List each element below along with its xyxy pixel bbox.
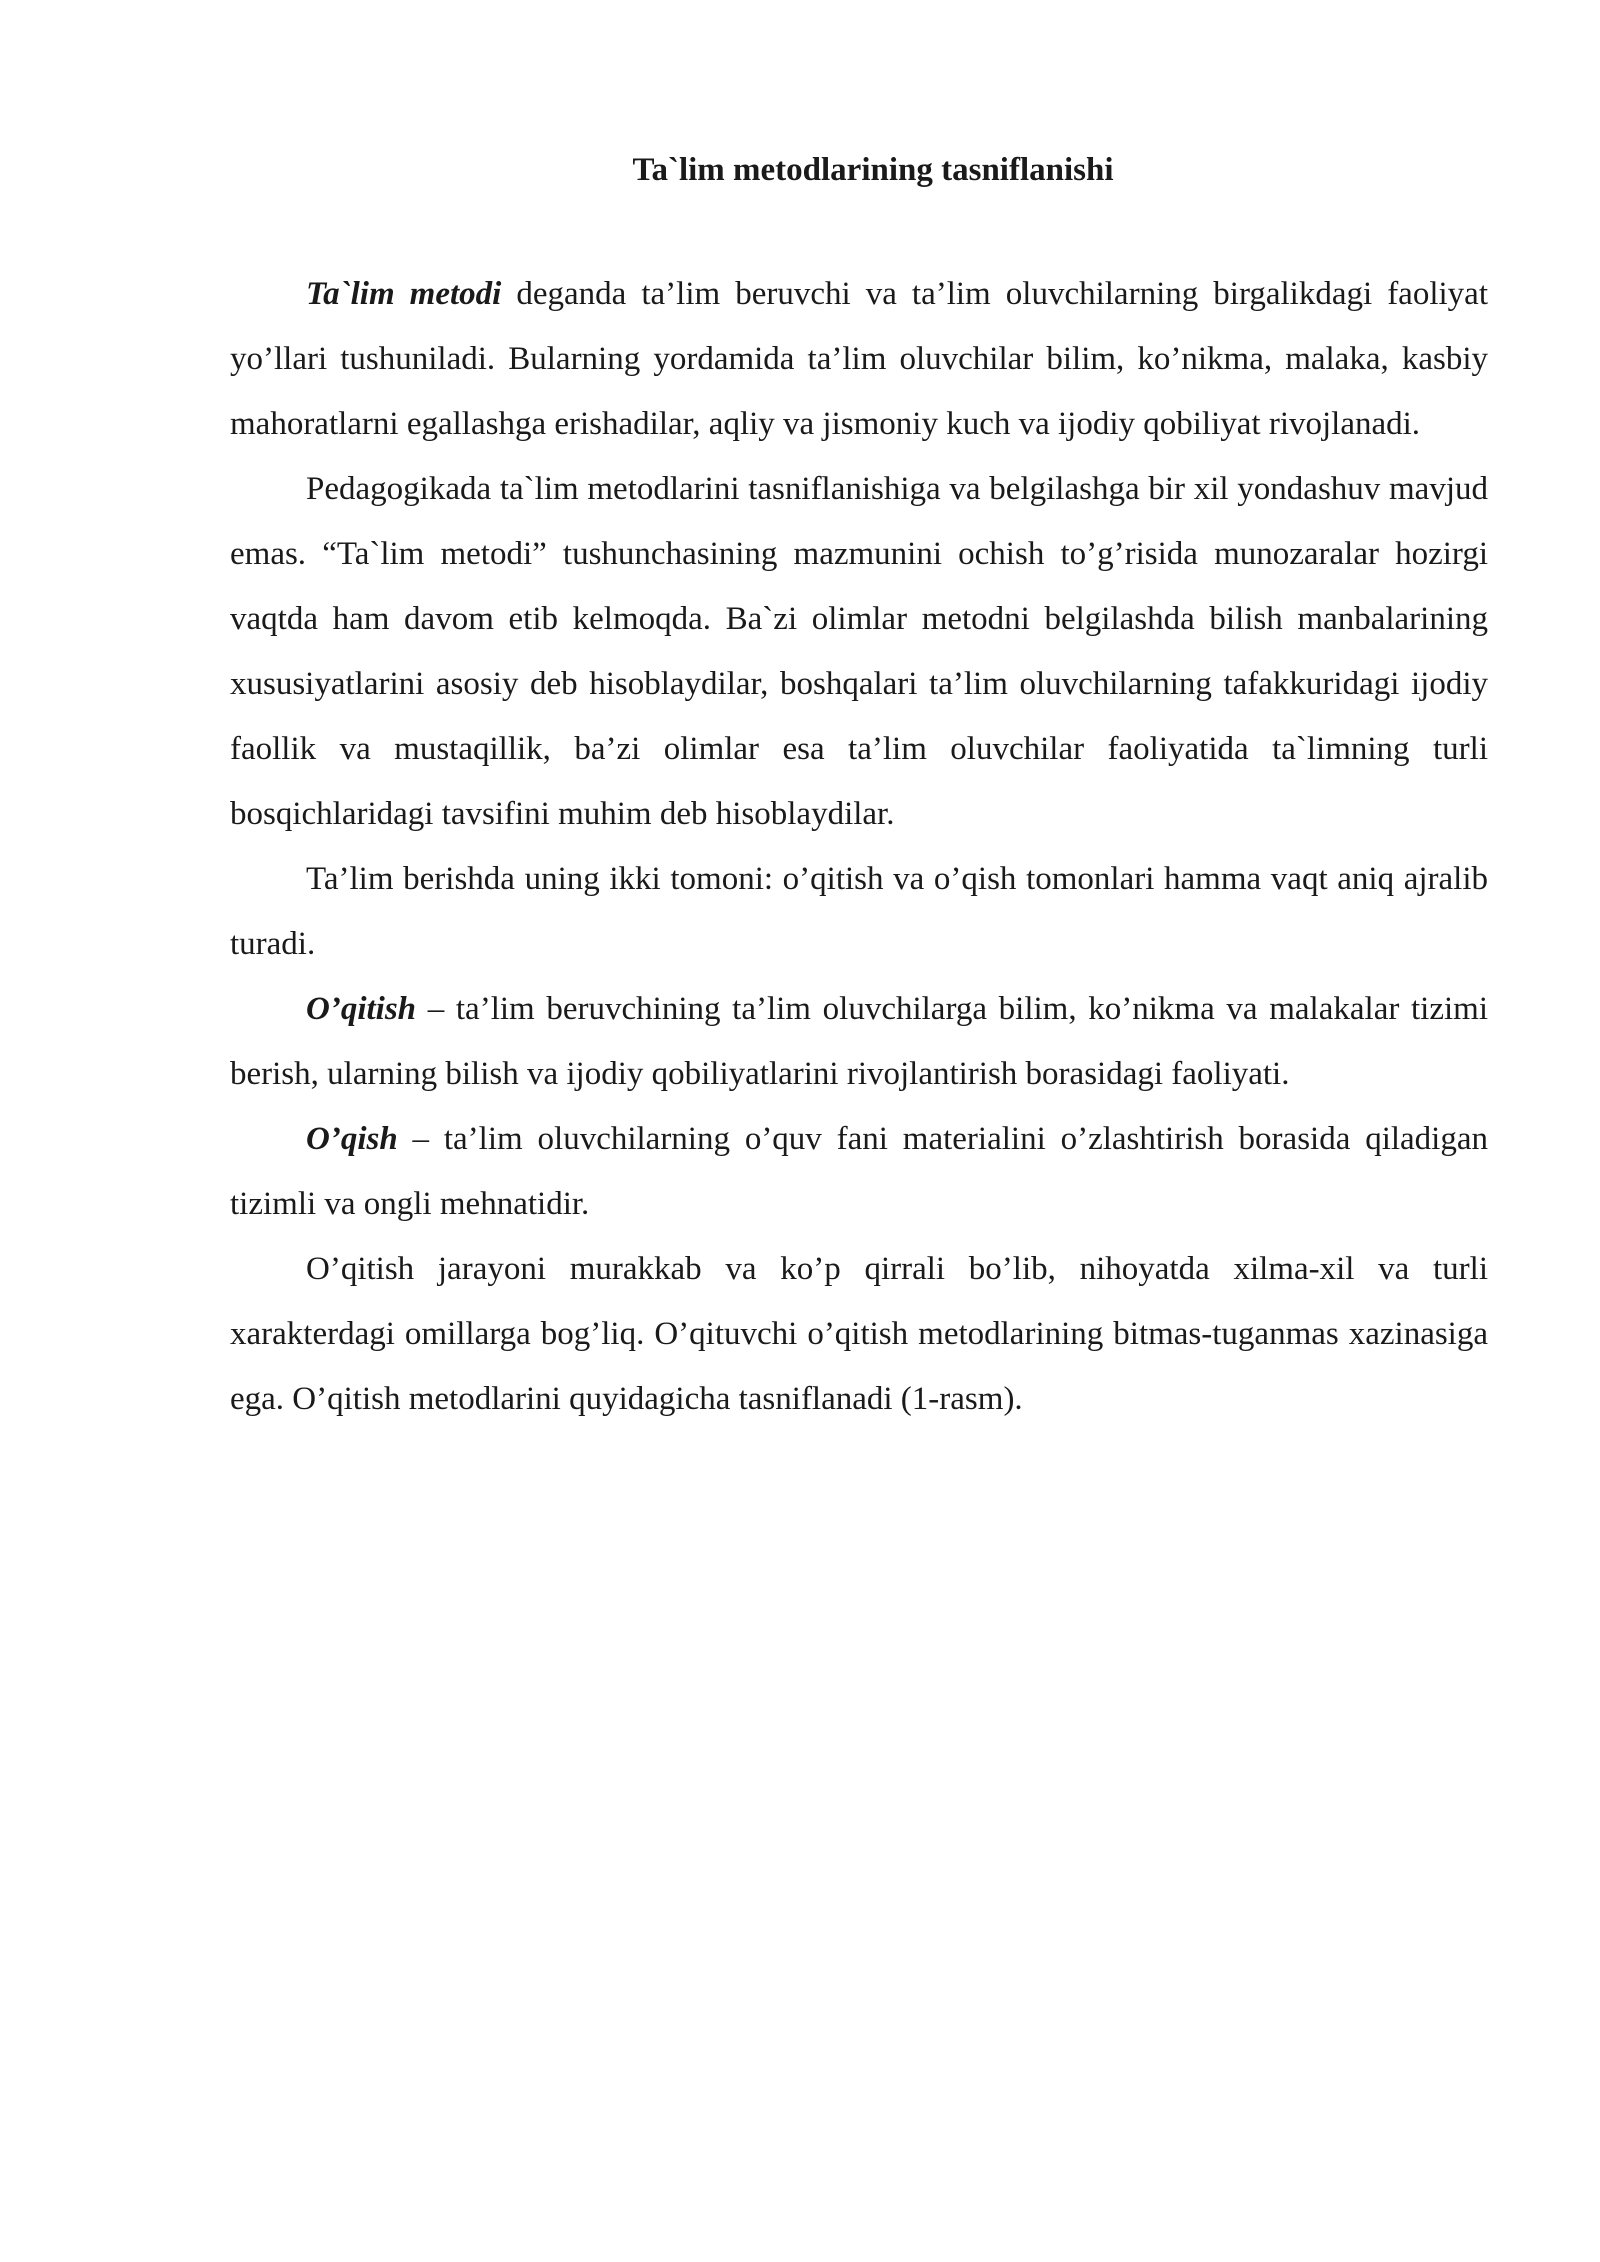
paragraph-text: – ta’lim oluvchilarning o’quv fani materialini o’zlashtirish borasida qiladigan tizimli va ongli mehnatidir. xyxy=(230,1121,1488,1222)
paragraph-oqitish-definition xyxy=(230,977,1488,1107)
term-oqitish: O’qitish xyxy=(306,991,417,1027)
paragraph-talim-berishda xyxy=(230,847,1488,977)
paragraph-oqish-definition xyxy=(230,1107,1488,1237)
paragraph-talim-metodi xyxy=(230,262,1488,457)
paragraph-text: – ta’lim beruvchining ta’lim oluvchilarga bilim, ko’nikma va malakalar tizimi berish, ularning bilish va ijodiy qobiliyatlarini rivojlantirish borasidagi faoliyati. xyxy=(230,991,1488,1092)
paragraph-text: Ta’lim berishda uning ikki tomoni: o’qitish va o’qish tomonlari hamma vaqt aniq ajralib turadi. xyxy=(230,861,1488,962)
document-page xyxy=(230,150,1488,1432)
paragraph-pedagogikada xyxy=(230,457,1488,847)
term-oqish: O’qish xyxy=(306,1121,398,1157)
paragraph-oqitish-jarayoni xyxy=(230,1237,1488,1432)
page-title: Ta`lim metodlarining tasniflanishi xyxy=(632,152,1114,188)
paragraph-text: Pedagogikada ta`lim metodlarini tasniflanishiga va belgilashga bir xil yondashuv mavjud emas. “Ta`lim metodi” tushunchasining mazmunini ochish to’g’risida munozaralar hozirgi vaqtda ham davom etib kelmoqda. Ba`zi olimlar metodni belgilashda bilish manbalarining xususiyatlarini asosiy deb hisoblaydilar, boshqalari ta’lim oluvchilarning tafakkuridagi ijodiy faollik va mustaqillik, ba’zi olimlar esa ta’lim oluvchilar faoliyatida ta`limning turli bosqichlaridagi tavsifini muhim deb hisoblaydilar. xyxy=(230,471,1488,832)
paragraph-text: deganda ta’lim beruvchi va ta’lim oluvchilarning birgalikdagi faoliyat yo’llari tushuniladi. Bularning yordamida ta’lim oluvchilar bilim, ko’nikma, malaka, kasbiy mahoratlarni egallashga erishadilar, aqliy va jismoniy kuch va ijodiy qobiliyat rivojlanadi. xyxy=(230,276,1488,442)
term-talim-metodi: Ta`lim metodi xyxy=(306,276,502,312)
paragraph-text: O’qitish jarayoni murakkab va ko’p qirrali bo’lib, nihoyatda xilma-xil va turli xarakterdagi omillarga bog’liq. O’qituvchi o’qitish metodlarining bitmas-tuganmas xazinasiga ega. O’qitish metodlarini quyidagicha tasniflanadi (1-rasm). xyxy=(230,1251,1488,1417)
